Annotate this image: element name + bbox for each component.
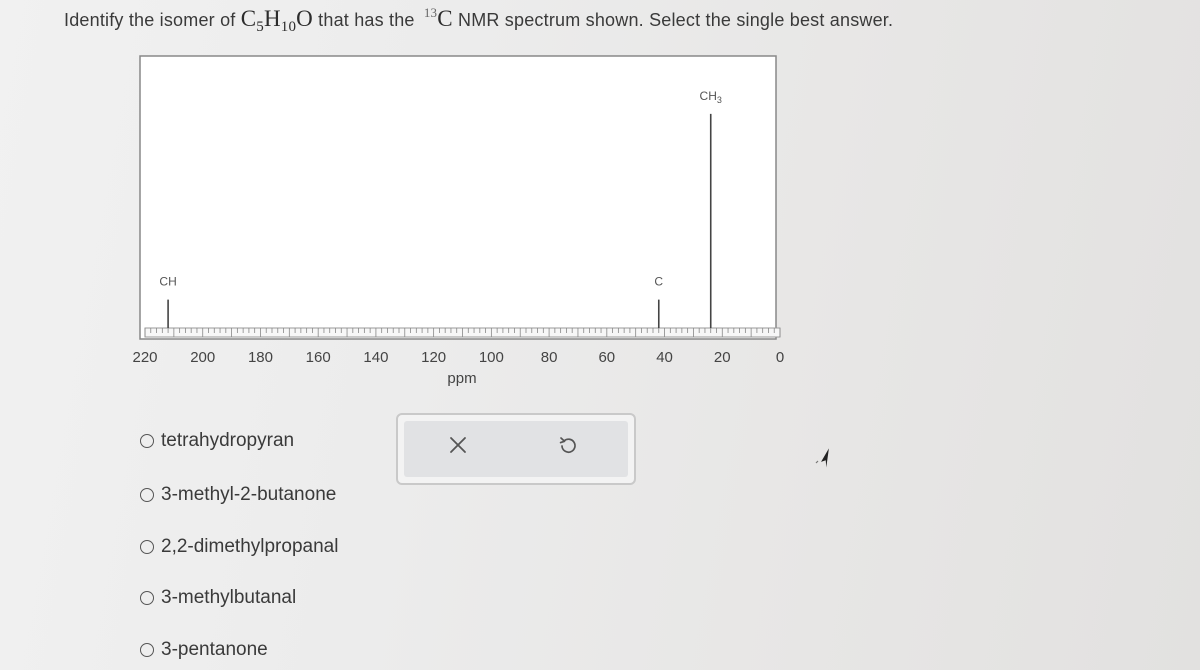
question-prefix: Identify the isomer of (64, 10, 236, 30)
peak-label: CH (159, 274, 177, 289)
x-tick-label: 120 (421, 349, 447, 366)
molecular-formula: $C_5H_{10}O$ (240, 6, 313, 35)
x-tick-label: 0 (775, 349, 785, 366)
x-tick-label: 200 (190, 349, 216, 366)
x-tick-label: 80 (540, 349, 558, 366)
x-tick-label: 100 (478, 349, 504, 366)
question-suffix: NMR spectrum shown. Select the single best answer. (458, 10, 894, 30)
radio-button[interactable] (140, 643, 154, 657)
option-label: 3-methylbutanal (161, 587, 297, 608)
x-tick-label: 20 (713, 349, 731, 366)
answer-action-bar (396, 413, 636, 485)
option-label: 3-pentanone (161, 639, 268, 660)
clear-answer-button[interactable] (438, 425, 478, 465)
option-tetrahydropyran[interactable] (140, 430, 294, 452)
radio-button[interactable] (140, 540, 154, 554)
option-2-2-dimethylpropanal[interactable] (140, 536, 338, 558)
option-3-pentanone[interactable] (140, 639, 268, 661)
option-label: 2,2-dimethylpropanal (161, 536, 339, 557)
radio-button[interactable] (140, 591, 154, 605)
x-tick-label: 60 (598, 349, 616, 366)
x-tick-label: 160 (305, 349, 331, 366)
option-label: 3-methyl-2-butanone (161, 484, 337, 505)
option-label: tetrahydropyran (161, 430, 295, 451)
option-3-methyl-2-butanone[interactable] (140, 484, 336, 506)
x-tick-label: 40 (656, 349, 673, 366)
x-axis-label: ppm (447, 370, 477, 387)
x-tick-label: 140 (363, 349, 389, 366)
mouse-cursor-icon (812, 446, 838, 470)
x-tick-label: 220 (132, 349, 158, 366)
x-icon (449, 436, 467, 454)
isotope-label: $^{13}$C (423, 5, 453, 31)
spectrum-plot-frame (140, 56, 776, 339)
radio-button[interactable] (140, 434, 154, 448)
peak-label: C (654, 274, 664, 289)
undo-icon (558, 435, 578, 455)
peak-label: $CH_3$ (699, 88, 722, 105)
option-3-methylbutanal[interactable] (140, 587, 296, 609)
reset-answer-button[interactable] (548, 425, 588, 465)
x-tick-label: 180 (247, 349, 273, 366)
radio-button[interactable] (140, 488, 154, 502)
question-middle: that has the (318, 10, 415, 30)
